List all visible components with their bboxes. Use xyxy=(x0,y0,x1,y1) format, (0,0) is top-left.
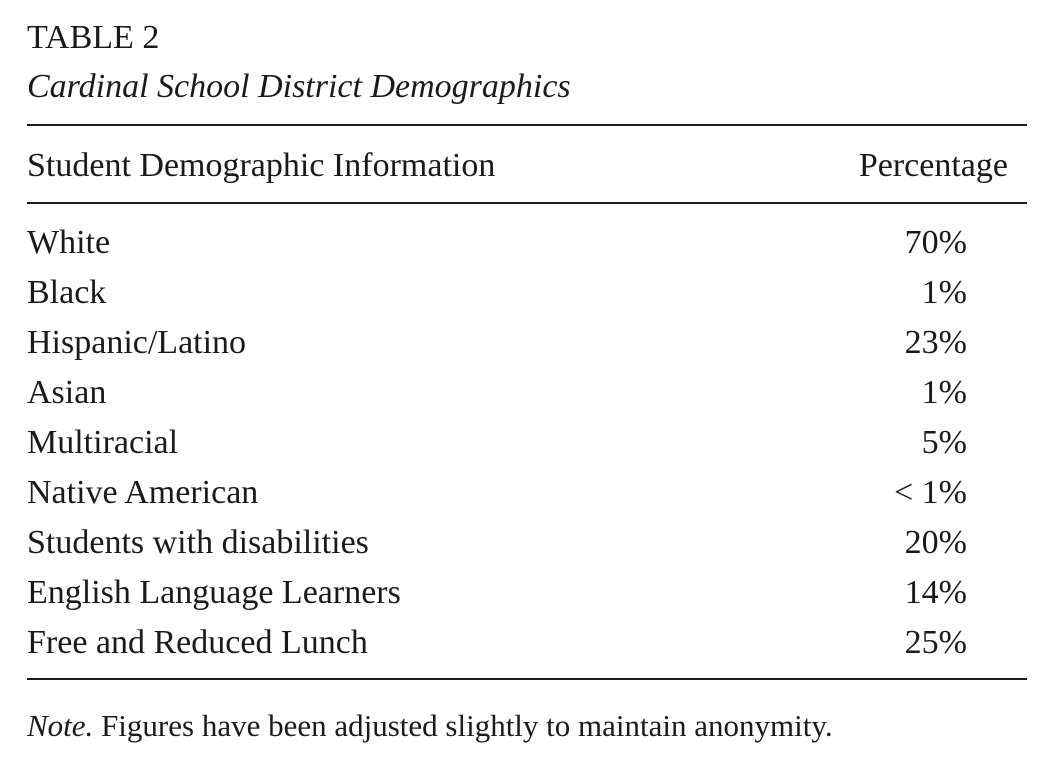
table-row xyxy=(27,322,967,372)
row-percentage: 5% xyxy=(921,424,967,461)
row-percentage: 1% xyxy=(921,374,967,411)
table-row xyxy=(27,472,967,522)
table-row xyxy=(27,622,967,672)
table-number: TABLE 2 xyxy=(27,19,160,56)
row-percentage: 20% xyxy=(904,524,967,561)
row-category: Multiracial xyxy=(27,424,179,461)
row-percentage: 14% xyxy=(904,574,967,611)
row-category: Black xyxy=(27,274,107,311)
row-category: Hispanic/Latino xyxy=(27,324,247,361)
bottom-rule xyxy=(27,678,1027,680)
row-category: Asian xyxy=(27,374,107,411)
table-body xyxy=(27,222,967,672)
column-header-percentage: Percentage xyxy=(858,147,1008,184)
table-note xyxy=(27,706,833,746)
row-category: English Language Learners xyxy=(27,574,401,611)
row-percentage: 70% xyxy=(904,224,967,261)
row-category: White xyxy=(27,224,111,261)
table-row xyxy=(27,272,967,322)
row-percentage: 1% xyxy=(921,274,967,311)
table-row xyxy=(27,522,967,572)
table-row xyxy=(27,422,967,472)
table-row xyxy=(27,572,967,622)
header-rule xyxy=(27,202,1027,204)
top-rule xyxy=(27,124,1027,126)
row-percentage: 25% xyxy=(904,624,967,661)
row-category: Native American xyxy=(27,474,259,511)
row-category: Free and Reduced Lunch xyxy=(27,624,368,661)
note-label: Note. xyxy=(27,708,94,743)
row-category: Students with disabilities xyxy=(27,524,369,561)
row-percentage: < 1% xyxy=(894,474,967,511)
table-row xyxy=(27,222,967,272)
table-title: Cardinal School District Demographics xyxy=(27,68,571,105)
note-text: Figures have been adjusted slightly to maintain anonymity. xyxy=(93,708,833,743)
row-percentage: 23% xyxy=(904,324,967,361)
column-header-category: Student Demographic Information xyxy=(27,147,496,184)
table-row xyxy=(27,372,967,422)
